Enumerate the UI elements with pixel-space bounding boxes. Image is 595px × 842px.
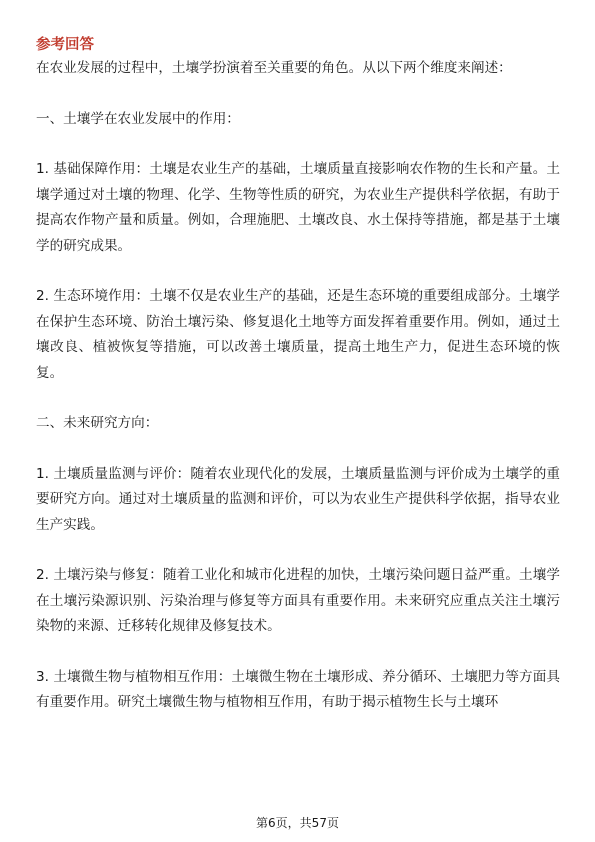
- section-title-future: 二、未来研究方向：: [36, 415, 159, 431]
- paragraph-eco-role: 2. 生态环境作用：土壤不仅是农业生产的基础，还是生态环境的重要组成部分。土壤学在保护生态环境、防治土壤污染、修复退化土地等方面发挥着重要作用。例如，通过土壤改良、植被恢复等措施，可以改善土壤质量，提高土地生产力，促进生态环境的恢复。: [36, 288, 560, 381]
- section-title-role: 一、土壤学在农业发展中的作用：: [36, 110, 240, 127]
- paragraph-basic-role: 1. 基础保障作用：土壤是农业生产的基础，土壤质量直接影响农作物的生长和产量。土壤学通过对土壤的物理、化学、生物等性质的研究，为农业生产提供科学依据，有助于提高农作物产量和质量。例如，合理施肥、土壤改良、水土保持等措施，都是基于土壤学的研究成果。: [36, 161, 560, 254]
- paragraph-quality-monitoring: 1. 土壤质量监测与评价：随着农业现代化的发展，土壤质量监测与评价成为土壤学的重要研究方向。通过对土壤质量的监测和评价，可以为农业生产提供科学依据，指导农业生产实践。: [36, 465, 560, 533]
- intro-paragraph: 在农业发展的过程中，土壤学扮演着至关重要的角色。从以下两个维度来阐述：: [36, 60, 512, 76]
- page-footer: 第6页，共57页: [256, 816, 339, 830]
- paragraph-microbe-plant: 3. 土壤微生物与植物相互作用：土壤微生物在土壤形成、养分循环、土壤肥力等方面具有重要作用。研究土壤微生物与植物相互作用，有助于揭示植物生长与土壤环: [36, 668, 560, 710]
- paragraph-pollution-remediation: 2. 土壤污染与修复：随着工业化和城市化进程的加快，土壤污染问题日益严重。土壤学在土壤污染源识别、污染治理与修复等方面具有重要作用。未来研究应重点关注土壤污染物的来源、迁移转化规律及修复技术。: [36, 567, 560, 634]
- page-content: [36, 34, 560, 716]
- section-heading: 参考回答: [36, 37, 94, 53]
